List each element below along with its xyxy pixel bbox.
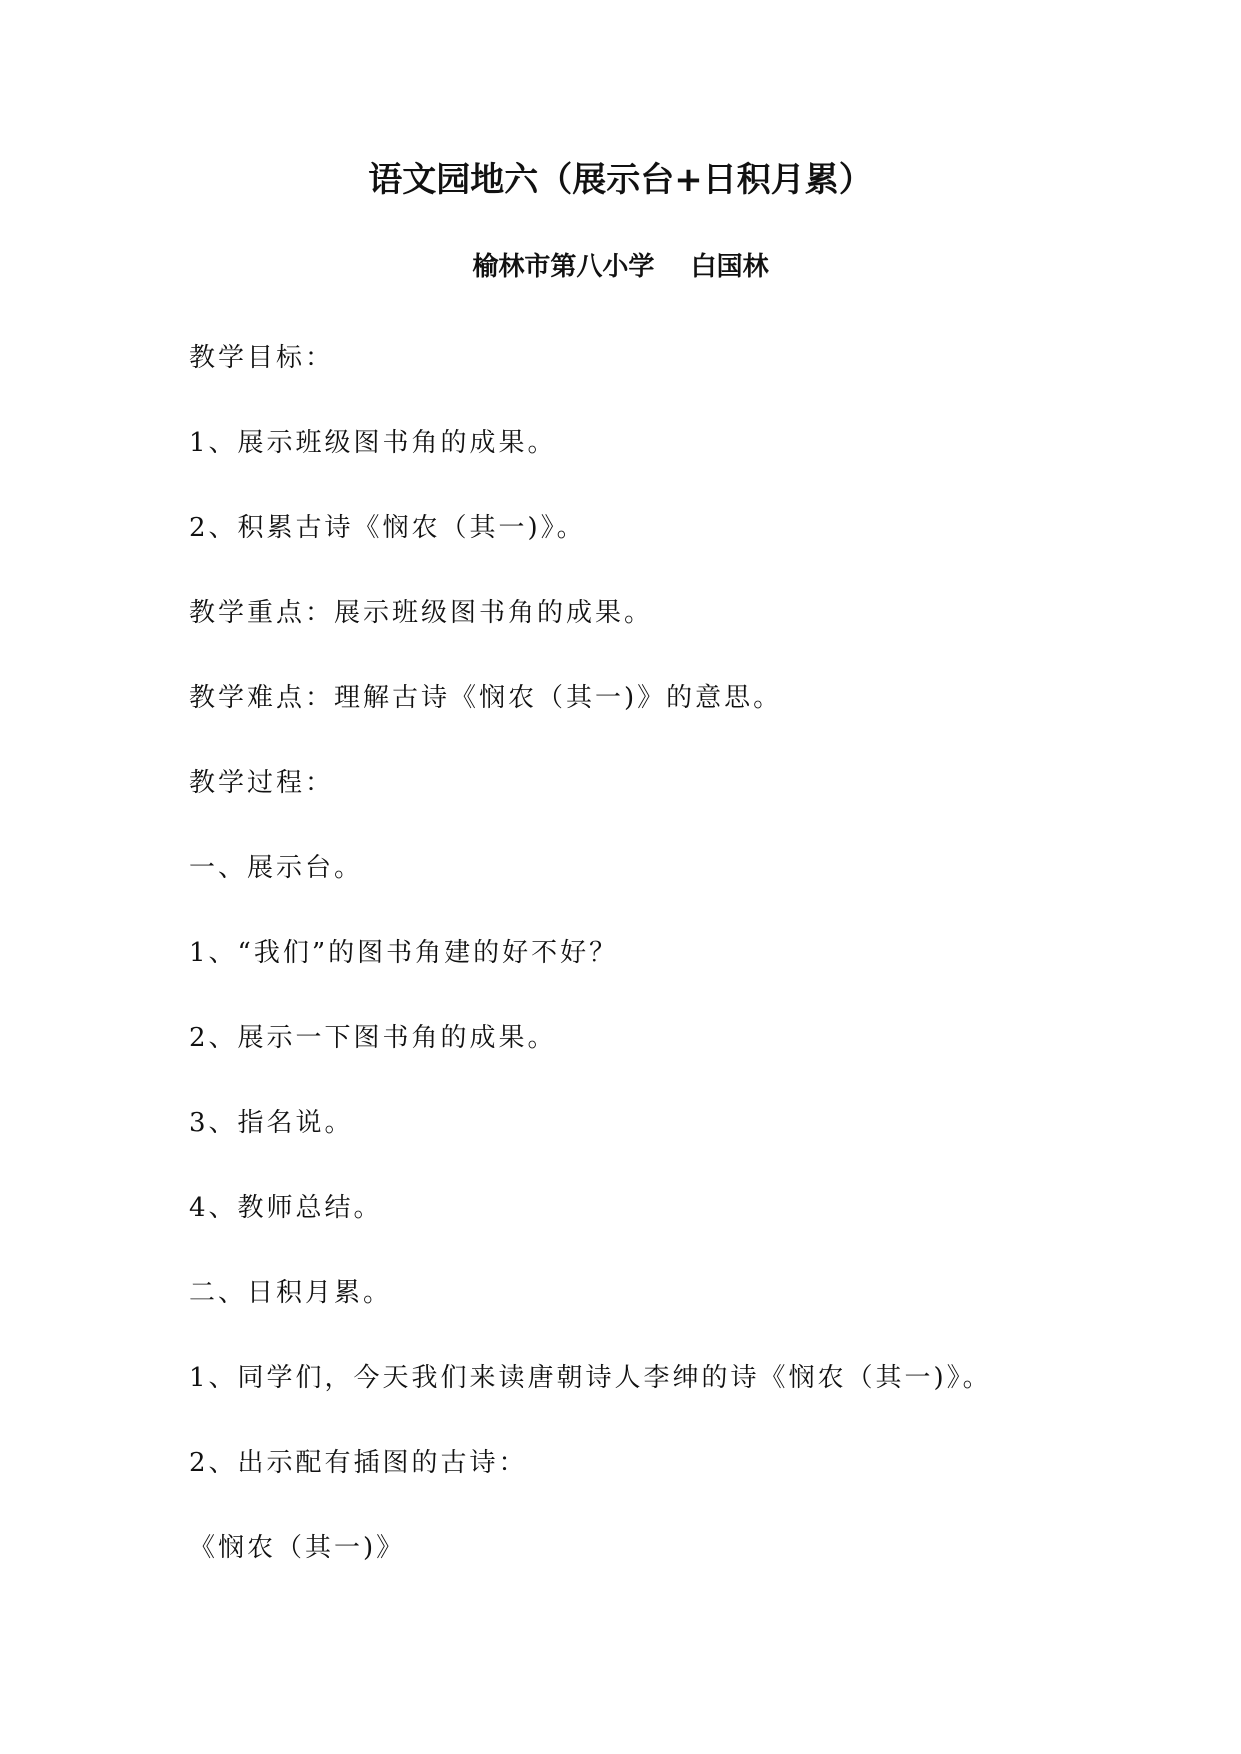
goal-item-1: 1、展示班级图书角的成果。 xyxy=(189,428,557,458)
teaching-key-point: 教学重点：展示班级图书角的成果。 xyxy=(189,598,654,628)
display-step-2: 2、展示一下图书角的成果。 xyxy=(189,1023,557,1053)
document-title: 语文园地六（展示台+日积月累） xyxy=(368,160,873,200)
heading-teaching-process: 教学过程： xyxy=(189,768,335,798)
accumulation-step-1: 1、同学们，今天我们来读唐朝诗人李绅的诗《悯农（其一)》。 xyxy=(189,1363,992,1393)
section-heading-accumulation: 二、日积月累。 xyxy=(189,1278,393,1308)
section-heading-display: 一、展示台。 xyxy=(189,853,364,883)
poem-title: 《悯农（其一)》 xyxy=(189,1533,406,1563)
display-step-4: 4、教师总结。 xyxy=(189,1193,383,1223)
goal-item-2: 2、积累古诗《悯农（其一)》。 xyxy=(189,513,586,543)
accumulation-step-2: 2、出示配有插图的古诗： xyxy=(189,1448,528,1478)
display-step-1: 1、“我们”的图书角建的好不好？ xyxy=(189,938,619,968)
teaching-difficulty: 教学难点：理解古诗《悯农（其一)》的意思。 xyxy=(189,683,783,713)
heading-teaching-goals: 教学目标： xyxy=(189,343,335,373)
display-step-3: 3、指名说。 xyxy=(189,1108,354,1138)
author-line: 榆林市第八小学 白国林 xyxy=(472,252,769,282)
